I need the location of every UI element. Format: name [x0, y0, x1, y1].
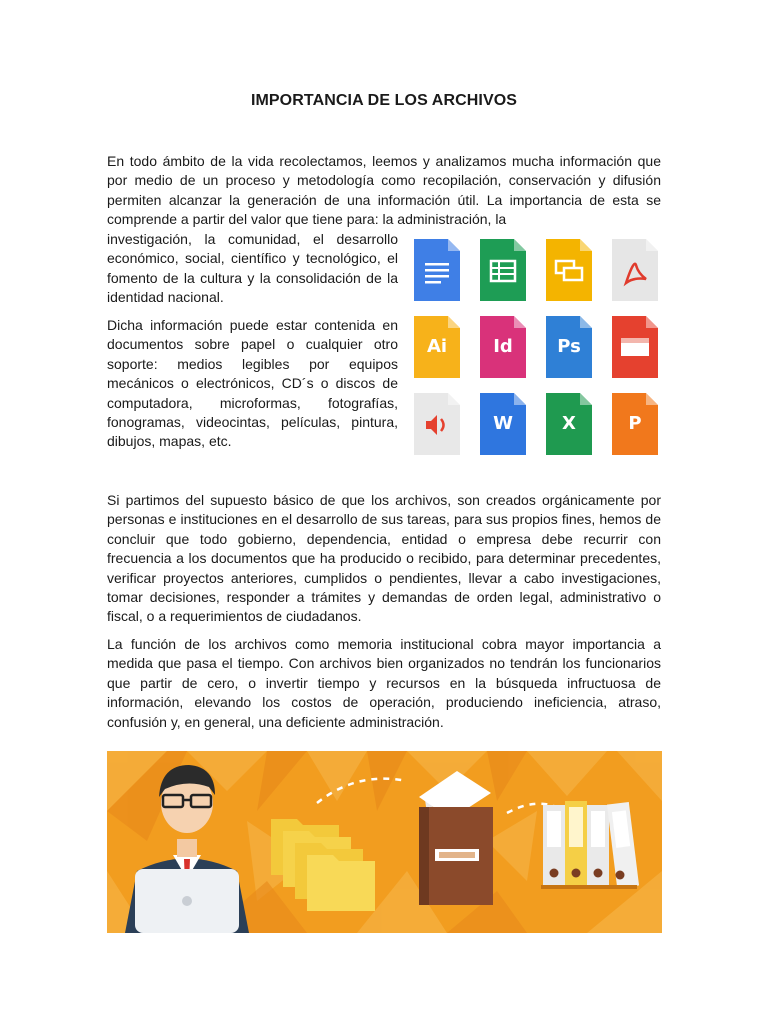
powerpoint-icon — [612, 393, 658, 455]
excel-label: X — [562, 413, 576, 434]
slides-icon — [546, 239, 592, 301]
document-title: IMPORTANCIA DE LOS ARCHIVOS — [250, 92, 518, 109]
paragraph-intro-continued: investigación, la comunidad, el desarrollo económico, social, científico y tecnológico, el fomento de la cultura y la consolidación de la identidad nacional. — [107, 231, 398, 306]
stacked-folders-icon — [271, 819, 375, 911]
indesign-icon — [480, 316, 526, 378]
paragraph-assumption: Si partimos del supuesto básico de que los archivos, son creados orgánicamente por personas e instituciones en el desarrollo de sus tareas, para sus propios fines, hemos de concluir que todo gobierno, dependencia, entidad o empresa debe recurrir con frecuencia a los documentos que ha producido o recibido, para determinar precedentes, verificar proyectos anteriores, cumplidos o pendientes, llevar a cabo investigaciones, tomar decisiones, responder a trámites y demandas de orden legal, administrativo o fiscal, o a requerimientos de ciudadanos. — [107, 492, 661, 625]
pdf-icon — [612, 239, 658, 301]
photoshop-icon — [546, 316, 592, 378]
paragraph-intro: En todo ámbito de la vida recolectamos, leemos y analizamos mucha información que por medio de un proceso y metodología como recopilación, conservación y difusión permiten alcanzar la generación de una información útil. La importancia de esta se comprende a partir del valor que tiene para: la administración, la — [107, 153, 661, 228]
archive-illustration — [107, 751, 662, 933]
file-type-icons-grid — [412, 237, 662, 457]
excel-icon — [546, 393, 592, 455]
illustrator-icon — [414, 316, 460, 378]
video-icon — [612, 316, 658, 378]
photoshop-label: Ps — [557, 336, 581, 357]
paragraph-memory: La función de los archivos como memoria institucional cobra mayor importancia a medida que pasa el tiempo. Con archivos bien organizados no tendrán los funcionarios que partir de cero, o invertir tiempo y recursos en la búsqueda infructuosa de información, elevando los costos de operación, produciendo ineficiencia, atraso, confusión y, en general, una deficiente administración. — [107, 636, 661, 730]
powerpoint-label: P — [628, 413, 642, 434]
archive-box-icon — [419, 771, 493, 905]
archive-illustration-banner — [107, 751, 662, 933]
audio-icon — [414, 393, 460, 455]
illustrator-label: Ai — [426, 336, 448, 357]
word-label: W — [493, 413, 513, 434]
sheets-icon — [480, 239, 526, 301]
word-icon — [480, 393, 526, 455]
docs-icon — [414, 239, 460, 301]
indesign-label: Id — [493, 336, 513, 357]
paragraph-supports: Dicha información puede estar contenida en documentos sobre papel o cualquier otro soporte: medios legibles por equipos mecánicos o electrónicos, CD´s o discos de computadora, microformas, fotografías, fonogramas, videocintas, películas, pintura, dibujos, mapas, etc. — [107, 317, 398, 450]
binders-icon — [541, 801, 639, 889]
